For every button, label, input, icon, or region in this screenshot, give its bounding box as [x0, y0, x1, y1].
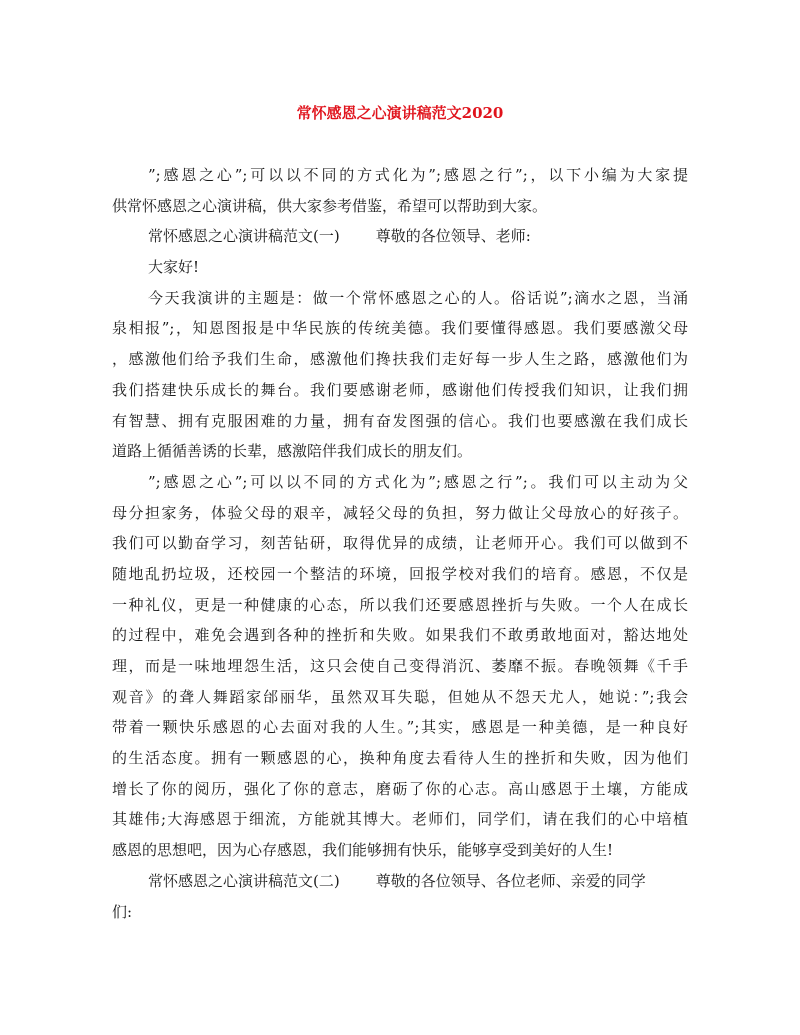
- paragraph-line: 随地乱扔垃圾，还校园一个整洁的环境，回报学校对我们的培育。感恩，不仅是: [112, 564, 688, 583]
- paragraph-line: 一种礼仪，更是一种健康的心态，所以我们还要感恩挫折与失败。一个人在成长: [112, 595, 688, 614]
- paragraph-line: 感恩的思想吧，因为心存感恩，我们能够拥有快乐，能够享受到美好的人生!: [112, 841, 614, 860]
- paragraph-line: 们:: [112, 902, 133, 921]
- paragraph-line: 的生活态度。拥有一颗感恩的心，换种角度去看待人生的挫折和失败，因为他们: [112, 749, 688, 768]
- paragraph-line: 供常怀感恩之心演讲稿，供大家参考借鉴，希望可以帮助到大家。: [112, 196, 548, 215]
- section-heading-line: [112, 866, 688, 897]
- paragraph-line: 道路上循循善诱的长辈，感激陪伴我们成长的朋友们。: [112, 442, 473, 461]
- paragraph-line: ”;感恩之心”;可以以不同的方式化为”;感恩之行”;。我们可以主动为父: [148, 472, 688, 491]
- paragraph-line: 的过程中，难免会遇到各种的挫折和失败。如果我们不敢勇敢地面对，豁达地处: [112, 626, 688, 645]
- paragraph-line: ”;感恩之心”;可以以不同的方式化为”;感恩之行”;，以下小编为大家提: [148, 166, 688, 184]
- paragraph-line: 增长了你的阅历，强化了你的意志，磨砺了你的心志。高山感恩于土壤，方能成: [112, 779, 688, 798]
- paragraph-line: 母分担家务，体验父母的艰辛，减轻父母的负担，努力做让父母放心的好孩子。: [112, 503, 688, 522]
- paragraph-line: 理，而是一味地埋怨生活，这只会使自己变得消沉、萎靡不振。春晚领舞《千手: [112, 657, 688, 675]
- greeting: 大家好!: [148, 258, 200, 277]
- document-title: 常怀感恩之心演讲稿范文2020: [296, 104, 504, 122]
- paragraph-line: 其雄伟;大海感恩于细流，方能就其博大。老师们，同学们，请在我们的心中培植: [112, 810, 688, 829]
- section-heading: 常怀感恩之心演讲稿范文(一): [148, 227, 340, 246]
- paragraph-line: 我们可以勤奋学习，刻苦钻研，取得优异的成绩，让老师开心。我们可以做到不: [112, 534, 688, 553]
- paragraph-line: 泉相报”;，知恩图报是中华民族的传统美德。我们要懂得感恩。我们要感激父母: [112, 319, 688, 338]
- paragraph-line: ，感激他们给予我们生命，感激他们搀扶我们走好每一步人生之路，感激他们为: [112, 350, 688, 369]
- document-body: [112, 160, 688, 927]
- paragraph-line: 今天我演讲的主题是：做一个常怀感恩之心的人。俗话说”;滴水之恩，当涌: [148, 288, 688, 307]
- section-heading-line: [112, 221, 688, 252]
- paragraph-line: 我们搭建快乐成长的舞台。我们要感谢老师，感谢他们传授我们知识，让我们拥: [112, 380, 688, 399]
- paragraph-line: 带着一颗快乐感恩的心去面对我的人生。”;其实，感恩是一种美德，是一种良好: [112, 718, 688, 737]
- salutation: 尊敬的各位领导、各位老师、亲爱的同学: [375, 871, 646, 890]
- salutation: 尊敬的各位领导、老师:: [375, 227, 531, 246]
- paragraph-line: 观音》的聋人舞蹈家邰丽华，虽然双耳失聪，但她从不怨天尤人，她说：”;我会: [112, 687, 688, 706]
- section-heading: 常怀感恩之心演讲稿范文(二): [148, 871, 340, 890]
- paragraph-line: 有智慧、拥有克服困难的力量，拥有奋发图强的信心。我们也要感激在我们成长: [112, 411, 688, 430]
